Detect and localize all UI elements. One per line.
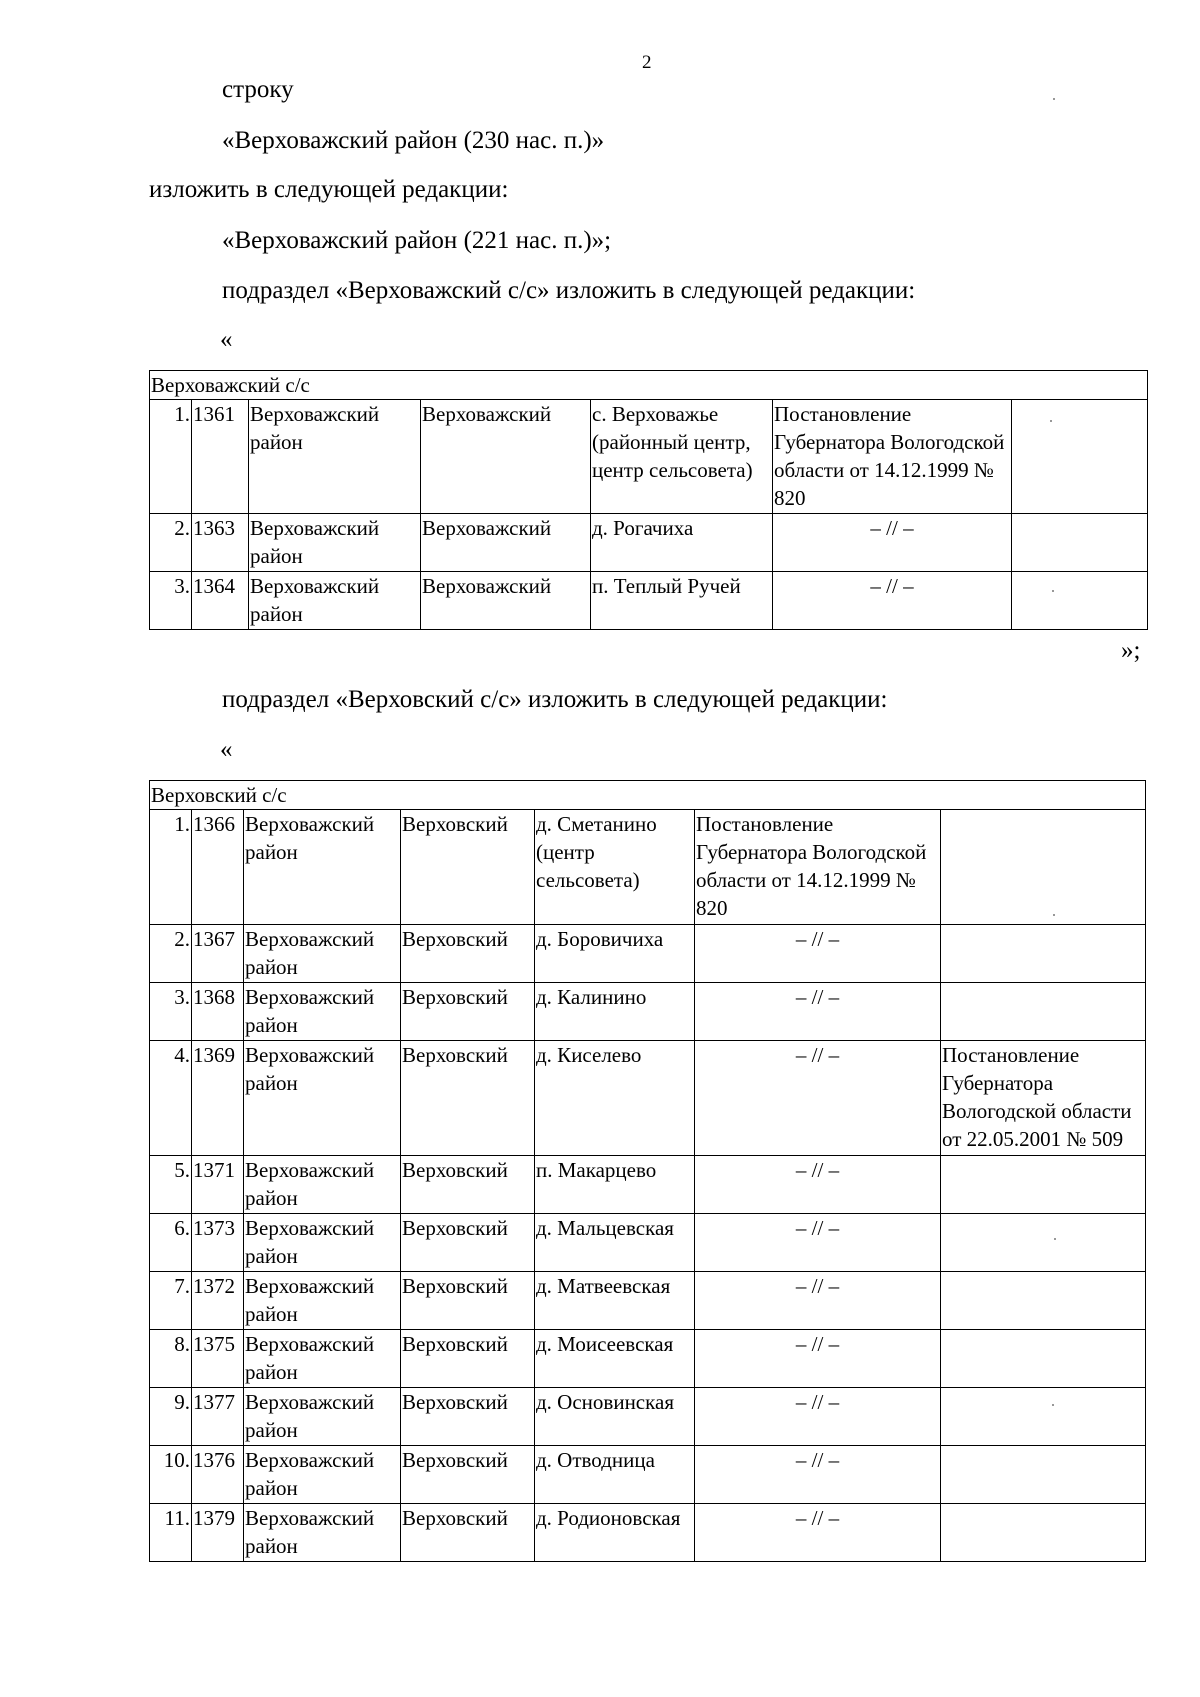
- row-number: 7.: [150, 1272, 192, 1330]
- settlement-code: 1371: [192, 1156, 244, 1214]
- council-name: Верховский: [401, 1388, 535, 1446]
- settlements-table-verkhovazhsky: [149, 370, 1148, 630]
- district-name: Верховажский район: [244, 983, 401, 1041]
- intro-line-3: изложить в следующей редакции:: [149, 176, 509, 203]
- table-row: [150, 400, 1148, 514]
- settlement-code: 1377: [192, 1388, 244, 1446]
- intro-line-5: подраздел «Верховажский с/с» изложить в следующей редакции:: [222, 277, 916, 304]
- settlement-code: 1372: [192, 1272, 244, 1330]
- scan-speck: [1050, 420, 1052, 422]
- council-name: Верховский: [401, 1156, 535, 1214]
- district-name: Верховажский район: [244, 810, 401, 925]
- table-header-row: [150, 781, 1146, 810]
- row-number: 8.: [150, 1330, 192, 1388]
- legal-basis: Постановление Губернатора Вологодской области от 14.12.1999 № 820: [773, 400, 1012, 514]
- table-row: [150, 1041, 1146, 1156]
- legal-basis: – // –: [695, 1388, 941, 1446]
- scan-speck: [1053, 914, 1055, 916]
- open-quote-2: «: [220, 736, 233, 763]
- row-number: 6.: [150, 1214, 192, 1272]
- district-name: Верховажский район: [244, 1330, 401, 1388]
- district-name: Верховажский район: [244, 1041, 401, 1156]
- table-row: [150, 572, 1148, 630]
- settlement-name: д. Отводница: [535, 1446, 695, 1504]
- council-name: Верховажский: [421, 400, 591, 514]
- scan-speck: [1052, 590, 1054, 592]
- row-number: 10.: [150, 1446, 192, 1504]
- table-row: [150, 1446, 1146, 1504]
- council-name: Верховский: [401, 1041, 535, 1156]
- note: [941, 983, 1146, 1041]
- note: [941, 1330, 1146, 1388]
- settlement-code: 1364: [192, 572, 249, 630]
- legal-basis: – // –: [695, 1214, 941, 1272]
- table-row: [150, 1156, 1146, 1214]
- table-section-header: Верховажский с/с: [150, 371, 1148, 400]
- table-row: [150, 1504, 1146, 1562]
- settlement-name: д. Рогачиха: [591, 514, 773, 572]
- note: [941, 810, 1146, 925]
- settlement-name: д. Моисеевская: [535, 1330, 695, 1388]
- note: [1012, 514, 1148, 572]
- council-name: Верховский: [401, 925, 535, 983]
- settlement-code: 1361: [192, 400, 249, 514]
- note: [941, 1388, 1146, 1446]
- row-number: 1.: [150, 810, 192, 925]
- settlement-code: 1363: [192, 514, 249, 572]
- row-number: 5.: [150, 1156, 192, 1214]
- settlement-name: с. Верховажье (районный центр, центр сельсовета): [591, 400, 773, 514]
- legal-basis: – // –: [695, 1504, 941, 1562]
- council-name: Верховский: [401, 1446, 535, 1504]
- note: [941, 1446, 1146, 1504]
- settlement-name: п. Теплый Ручей: [591, 572, 773, 630]
- intro-line-1: строку: [222, 76, 294, 103]
- settlement-code: 1367: [192, 925, 244, 983]
- table-row: [150, 1214, 1146, 1272]
- legal-basis: – // –: [773, 572, 1012, 630]
- council-name: Верховский: [401, 1272, 535, 1330]
- council-name: Верховский: [401, 1214, 535, 1272]
- legal-basis: – // –: [773, 514, 1012, 572]
- row-number: 4.: [150, 1041, 192, 1156]
- settlement-code: 1369: [192, 1041, 244, 1156]
- settlement-name: д. Матвеевская: [535, 1272, 695, 1330]
- note: [941, 1272, 1146, 1330]
- table-header-row: [150, 371, 1148, 400]
- council-name: Верховский: [401, 983, 535, 1041]
- settlement-name: п. Макарцево: [535, 1156, 695, 1214]
- table-row: [150, 810, 1146, 925]
- row-number: 9.: [150, 1388, 192, 1446]
- legal-basis: Постановление Губернатора Вологодской области от 14.12.1999 № 820: [695, 810, 941, 925]
- district-name: Верховажский район: [249, 514, 421, 572]
- row-number: 1.: [150, 400, 192, 514]
- settlements-table-verkhovsky: [149, 780, 1146, 1562]
- row-number: 2.: [150, 514, 192, 572]
- settlement-name: д. Калинино: [535, 983, 695, 1041]
- settlement-name: д. Основинская: [535, 1388, 695, 1446]
- legal-basis: – // –: [695, 1041, 941, 1156]
- settlement-code: 1379: [192, 1504, 244, 1562]
- legal-basis: – // –: [695, 1156, 941, 1214]
- note: [941, 1504, 1146, 1562]
- note: [1012, 572, 1148, 630]
- settlement-name: д. Боровичиха: [535, 925, 695, 983]
- intro2-line-1: подраздел «Верховский с/с» изложить в следующей редакции:: [222, 686, 888, 713]
- table-row: [150, 925, 1146, 983]
- scan-speck: [1054, 1238, 1056, 1240]
- settlement-code: 1366: [192, 810, 244, 925]
- district-name: Верховажский район: [244, 1214, 401, 1272]
- table-row: [150, 1272, 1146, 1330]
- open-quote-1: «: [220, 326, 233, 353]
- table-row: [150, 514, 1148, 572]
- legal-basis: – // –: [695, 1330, 941, 1388]
- note: [1012, 400, 1148, 514]
- legal-basis: – // –: [695, 1272, 941, 1330]
- district-name: Верховажский район: [249, 572, 421, 630]
- table-row: [150, 1388, 1146, 1446]
- settlement-code: 1373: [192, 1214, 244, 1272]
- district-name: Верховажский район: [244, 1388, 401, 1446]
- note: Постановление Губернатора Вологодской области от 22.05.2001 № 509: [941, 1041, 1146, 1156]
- settlement-name: д. Сметанино (центр сельсовета): [535, 810, 695, 925]
- district-name: Верховажский район: [244, 1446, 401, 1504]
- council-name: Верховский: [401, 1504, 535, 1562]
- district-name: Верховажский район: [244, 1504, 401, 1562]
- council-name: Верховский: [401, 810, 535, 925]
- council-name: Верховский: [401, 1330, 535, 1388]
- close-quote-1: »;: [1121, 637, 1141, 664]
- settlement-name: д. Родионовская: [535, 1504, 695, 1562]
- intro-line-2: «Верховажский район (230 нас. п.)»: [222, 127, 605, 154]
- district-name: Верховажский район: [244, 1156, 401, 1214]
- settlement-name: д. Киселево: [535, 1041, 695, 1156]
- legal-basis: – // –: [695, 1446, 941, 1504]
- row-number: 3.: [150, 572, 192, 630]
- council-name: Верховажский: [421, 572, 591, 630]
- row-number: 2.: [150, 925, 192, 983]
- district-name: Верховажский район: [249, 400, 421, 514]
- page-number: 2: [642, 52, 652, 73]
- settlement-code: 1376: [192, 1446, 244, 1504]
- intro-line-4: «Верховажский район (221 нас. п.)»;: [222, 227, 612, 254]
- scan-speck: [1052, 1404, 1054, 1406]
- note: [941, 1214, 1146, 1272]
- row-number: 3.: [150, 983, 192, 1041]
- table-row: [150, 983, 1146, 1041]
- settlement-code: 1375: [192, 1330, 244, 1388]
- row-number: 11.: [150, 1504, 192, 1562]
- settlement-code: 1368: [192, 983, 244, 1041]
- legal-basis: – // –: [695, 983, 941, 1041]
- district-name: Верховажский район: [244, 925, 401, 983]
- table-section-header: Верховский с/с: [150, 781, 1146, 810]
- scan-speck: [1053, 98, 1055, 100]
- note: [941, 1156, 1146, 1214]
- note: [941, 925, 1146, 983]
- settlement-name: д. Мальцевская: [535, 1214, 695, 1272]
- district-name: Верховажский район: [244, 1272, 401, 1330]
- legal-basis: – // –: [695, 925, 941, 983]
- council-name: Верховажский: [421, 514, 591, 572]
- table-row: [150, 1330, 1146, 1388]
